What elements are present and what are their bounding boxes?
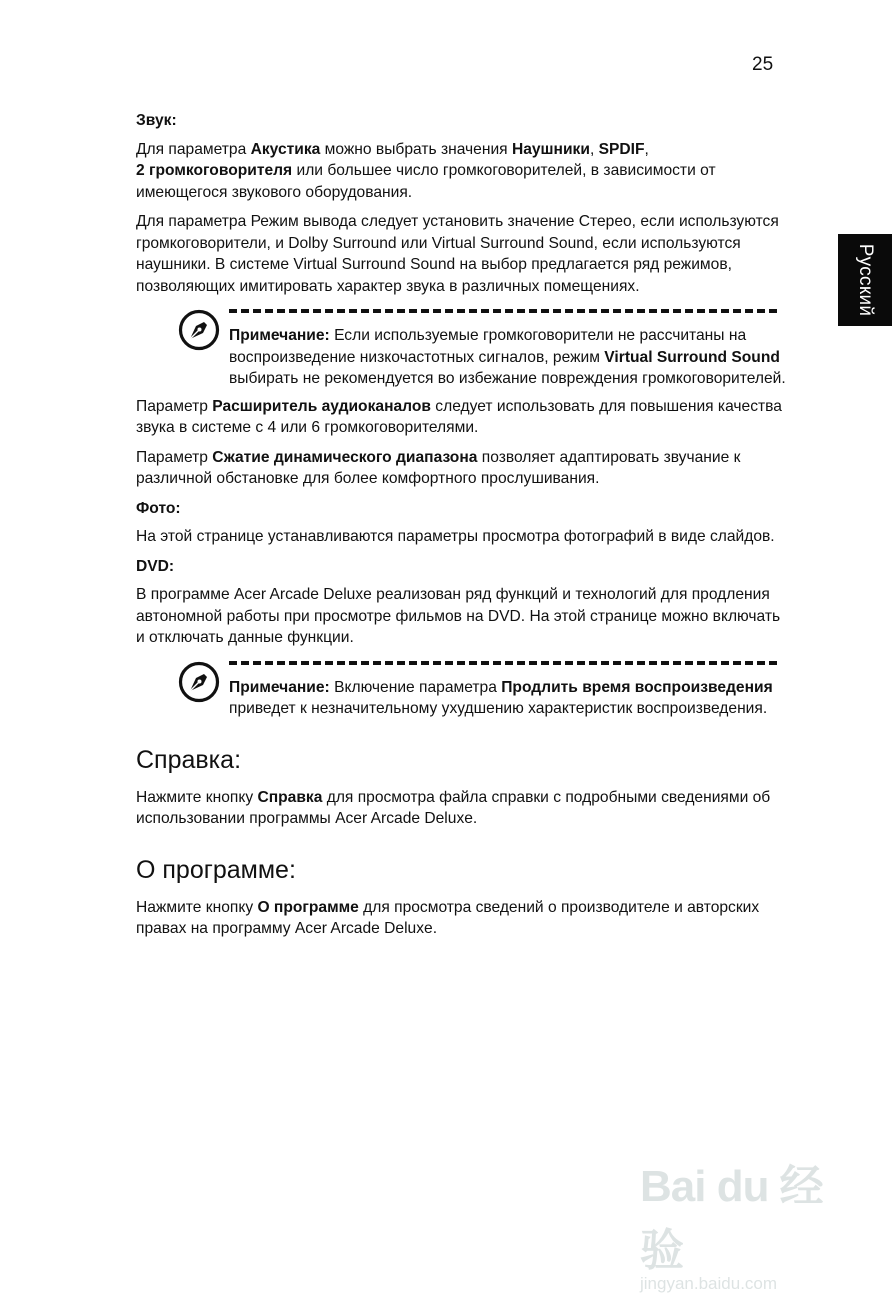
note-2-text: Примечание: Включение параметра Продлить время воспроизведения приведет к незначительному ухудшению характеристик воспроизведения.	[229, 678, 773, 717]
help-title: Справка:	[136, 745, 242, 774]
photo-heading: Фото:	[136, 499, 181, 517]
about-paragraph: Нажмите кнопку О программе для просмотра сведений о производителе и авторских правах на программу Acer Arcade Deluxe.	[136, 898, 760, 937]
note-block-2	[136, 661, 786, 720]
page-content	[136, 110, 786, 948]
dvd-heading: DVD:	[136, 557, 175, 575]
page-number: 25	[752, 54, 774, 75]
sound-paragraph-2: Для параметра Режим вывода следует установить значение Стерео, если используются громкоговорители, и Dolby Surround или Virtual Surround Sound, если используются наушники. В системе Virtual Surround Sound на выбор предлагается ряд режимов, позволяющих имитировать характер звука в различных помещениях.	[136, 213, 779, 295]
sound-paragraph-3: Параметр Расширитель аудиоканалов следует использовать для повышения качества звука в системе с 4 или 6 громкоговорителями.	[136, 397, 782, 436]
photo-paragraph: На этой странице устанавливаются параметры просмотра фотографий в виде слайдов.	[136, 528, 775, 545]
language-tab-label: Русский	[855, 243, 876, 317]
note-divider-1	[229, 309, 777, 313]
help-paragraph: Нажмите кнопку Справка для просмотра файла справки с подробными сведениями об использовании программы Acer Arcade Deluxe.	[136, 788, 771, 827]
dvd-paragraph: В программе Acer Arcade Deluxe реализован ряд функций и технологий для продления автономной работы при просмотре фильмов на DVD. На этой странице можно включать и отключать данные функции.	[136, 586, 781, 646]
about-title: О программе:	[136, 855, 296, 884]
note-block-1	[136, 309, 786, 390]
language-tab	[838, 234, 892, 326]
watermark-brand: Bai du 经验	[640, 1162, 823, 1275]
baidu-watermark	[640, 1150, 850, 1293]
sound-paragraph-4: Параметр Сжатие динамического диапазона позволяет адаптировать звучание к различной обстановке для более комфортного прослушивания.	[136, 448, 741, 487]
sound-paragraph-1: Для параметра Акустика можно выбрать значения Наушники, SPDIF, 2 громкоговорителя или большее число громкоговорителей, в зависимости от имеющегося звукового оборудования.	[136, 140, 716, 201]
watermark-url: jingyan.baidu.com	[640, 1274, 778, 1293]
sound-heading: Звук:	[136, 112, 177, 129]
note-divider-2	[229, 661, 777, 665]
note-pen-icon	[178, 309, 220, 351]
note-pen-icon	[178, 661, 220, 703]
note-1-text: Примечание: Если используемые громкоговорители не рассчитаны на воспроизведение низкочастотных сигналов, режим Virtual Surround Sound выбирать не рекомендуется во избежание повреждения громкоговорителей.	[229, 327, 786, 387]
